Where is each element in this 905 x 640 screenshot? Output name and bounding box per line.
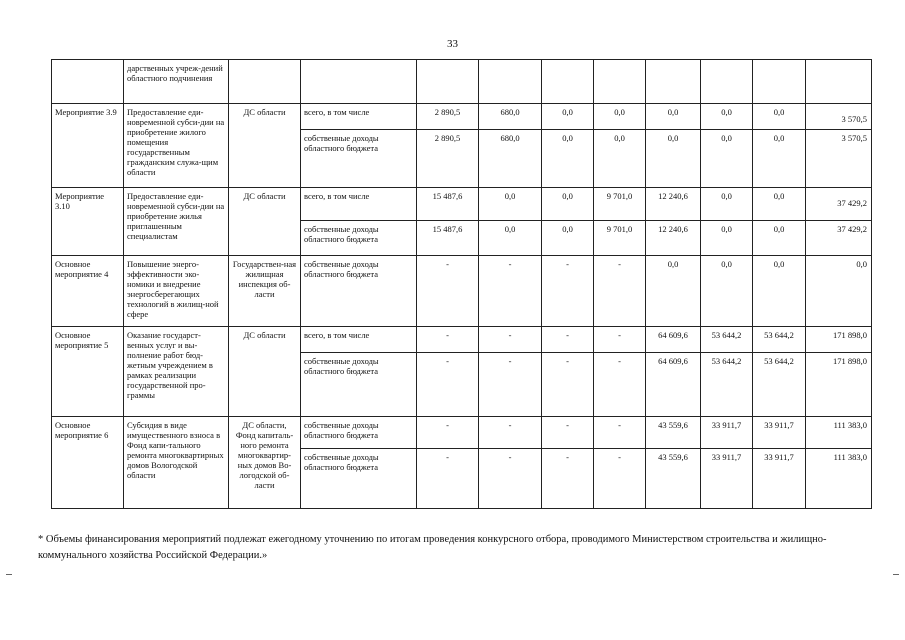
value-cell: 0,0 xyxy=(701,188,753,221)
value-cell: 33 911,7 xyxy=(753,449,806,509)
value-cell: 12 240,6 xyxy=(646,221,701,256)
value-cell: 2 890,5 xyxy=(417,104,479,130)
value-cell: 43 559,6 xyxy=(646,449,701,509)
value-cell: 15 487,6 xyxy=(417,188,479,221)
value-cell: 15 487,6 xyxy=(417,221,479,256)
value-cell: - xyxy=(417,327,479,353)
funding-source-cell: собственные доходы областного бюджета xyxy=(301,417,417,449)
value-cell xyxy=(701,60,753,104)
value-cell: 0,0 xyxy=(646,256,701,327)
funding-source-cell xyxy=(301,60,417,104)
table-row xyxy=(52,104,872,130)
value-cell: 0,0 xyxy=(594,104,646,130)
value-cell: 33 911,7 xyxy=(701,449,753,509)
value-cell: 53 644,2 xyxy=(701,327,753,353)
left-edge-mark xyxy=(6,574,12,575)
value-cell: 0,0 xyxy=(753,130,806,188)
financing-table xyxy=(51,59,872,509)
measure-code-cell: Мероприятие 3.9 xyxy=(52,104,124,188)
table-body xyxy=(52,60,872,509)
value-cell: 0,0 xyxy=(646,130,701,188)
value-cell: - xyxy=(479,417,542,449)
value-cell: - xyxy=(594,353,646,417)
measure-description-cell: Повышение энерго-эффективности эко-номики и внедрение энергосберегающих технологий в жилищ-ной сфере xyxy=(124,256,229,327)
value-cell: 33 911,7 xyxy=(701,417,753,449)
value-cell: 64 609,6 xyxy=(646,353,701,417)
value-cell xyxy=(646,60,701,104)
value-cell: 171 898,0 xyxy=(806,353,872,417)
value-cell: - xyxy=(417,417,479,449)
value-cell: 111 383,0 xyxy=(806,417,872,449)
table-row xyxy=(52,417,872,449)
value-cell: - xyxy=(594,417,646,449)
value-cell: 33 911,7 xyxy=(753,417,806,449)
measure-description-cell: дарственных учреж-дений областного подчинения xyxy=(124,60,229,104)
value-cell: - xyxy=(594,327,646,353)
value-cell: 0,0 xyxy=(701,256,753,327)
value-cell: - xyxy=(542,327,594,353)
value-cell: - xyxy=(542,256,594,327)
value-cell: 0,0 xyxy=(701,104,753,130)
executor-cell: ДС области xyxy=(229,188,301,256)
value-cell: 0,0 xyxy=(701,221,753,256)
value-cell: - xyxy=(542,417,594,449)
value-cell: - xyxy=(479,449,542,509)
value-cell: 53 644,2 xyxy=(753,327,806,353)
page-number: 33 xyxy=(447,38,458,50)
measure-description-cell: Оказание государст-венных услуг и вы-полнение работ бюд-жетным учреждением в рамках реализации государственной про-граммы xyxy=(124,327,229,417)
value-cell: 680,0 xyxy=(479,104,542,130)
funding-source-cell: собственные доходы областного бюджета xyxy=(301,221,417,256)
value-cell: 680,0 xyxy=(479,130,542,188)
footnote: * Объемы финансирования мероприятий подлежат ежегодному уточнению по итогам проведения конкурсного отбора, проводимого Министерством строительства и жилищно-коммунального хозяйства Российской Федерации.» xyxy=(38,534,827,561)
executor-cell: ДС области xyxy=(229,104,301,188)
funding-source-cell: всего, в том числе xyxy=(301,188,417,221)
value-cell: 0,0 xyxy=(646,104,701,130)
value-cell: 0,0 xyxy=(479,221,542,256)
executor-cell: ДС области xyxy=(229,327,301,417)
value-cell: 0,0 xyxy=(806,256,872,327)
value-cell: 0,0 xyxy=(753,221,806,256)
value-cell: 171 898,0 xyxy=(806,327,872,353)
value-cell: 0,0 xyxy=(753,188,806,221)
measure-code-cell: Основное мероприятие 4 xyxy=(52,256,124,327)
table-row xyxy=(52,256,872,327)
value-cell: 0,0 xyxy=(753,256,806,327)
value-cell: 0,0 xyxy=(542,104,594,130)
value-cell: - xyxy=(417,256,479,327)
value-cell: - xyxy=(417,449,479,509)
executor-cell xyxy=(229,60,301,104)
funding-source-cell: собственные доходы областного бюджета xyxy=(301,353,417,417)
measure-description-cell: Субсидия в виде имущественного взноса в Фонд капи-тального ремонта многоквартирных домов Вологодской области xyxy=(124,417,229,509)
value-cell: 9 701,0 xyxy=(594,188,646,221)
measure-code-cell: Мероприятие 3.10 xyxy=(52,188,124,256)
value-cell: 43 559,6 xyxy=(646,417,701,449)
value-cell: 37 429,2 xyxy=(806,221,872,256)
value-cell: 0,0 xyxy=(701,130,753,188)
value-cell: 0,0 xyxy=(542,130,594,188)
value-cell: 53 644,2 xyxy=(753,353,806,417)
executor-cell: Государствен-ная жилищная инспекция об-ласти xyxy=(229,256,301,327)
value-cell xyxy=(594,60,646,104)
value-cell: 0,0 xyxy=(479,188,542,221)
executor-cell: ДС области, Фонд капиталь-ного ремонта многоквартир-ных домов Во-логодской об-ласти xyxy=(229,417,301,509)
measure-code-cell: Основное мероприятие 6 xyxy=(52,417,124,509)
table-row xyxy=(52,188,872,221)
value-cell: 0,0 xyxy=(594,130,646,188)
value-cell: - xyxy=(542,449,594,509)
value-cell: - xyxy=(479,327,542,353)
measure-code-cell: Основное мероприятие 5 xyxy=(52,327,124,417)
table-row xyxy=(52,327,872,353)
right-edge-mark xyxy=(893,574,899,575)
value-cell xyxy=(417,60,479,104)
value-cell: 37 429,2 xyxy=(806,188,872,221)
measure-code-cell xyxy=(52,60,124,104)
value-cell: - xyxy=(479,353,542,417)
funding-source-cell: всего, в том числе xyxy=(301,327,417,353)
value-cell: - xyxy=(542,353,594,417)
measure-description-cell: Предоставление еди-новременной субси-дии на приобретение жилья приглашенным специалистам xyxy=(124,188,229,256)
value-cell: 2 890,5 xyxy=(417,130,479,188)
value-cell xyxy=(479,60,542,104)
value-cell: 3 570,5 xyxy=(806,104,872,130)
value-cell: 0,0 xyxy=(753,104,806,130)
value-cell xyxy=(542,60,594,104)
value-cell: 53 644,2 xyxy=(701,353,753,417)
value-cell xyxy=(753,60,806,104)
value-cell: 9 701,0 xyxy=(594,221,646,256)
value-cell: 12 240,6 xyxy=(646,188,701,221)
funding-source-cell: собственные доходы областного бюджета xyxy=(301,449,417,509)
value-cell xyxy=(806,60,872,104)
funding-source-cell: собственные доходы областного бюджета xyxy=(301,256,417,327)
funding-source-cell: собственные доходы областного бюджета xyxy=(301,130,417,188)
value-cell: 0,0 xyxy=(542,221,594,256)
funding-source-cell: всего, в том числе xyxy=(301,104,417,130)
value-cell: 0,0 xyxy=(542,188,594,221)
value-cell: - xyxy=(417,353,479,417)
measure-description-cell: Предоставление еди-новременной субси-дии на приобретение жилого помещения государственным гражданским служа-щим области xyxy=(124,104,229,188)
value-cell: - xyxy=(594,449,646,509)
value-cell: 111 383,0 xyxy=(806,449,872,509)
table-row xyxy=(52,60,872,104)
value-cell: - xyxy=(594,256,646,327)
value-cell: 64 609,6 xyxy=(646,327,701,353)
value-cell: - xyxy=(479,256,542,327)
value-cell: 3 570,5 xyxy=(806,130,872,188)
